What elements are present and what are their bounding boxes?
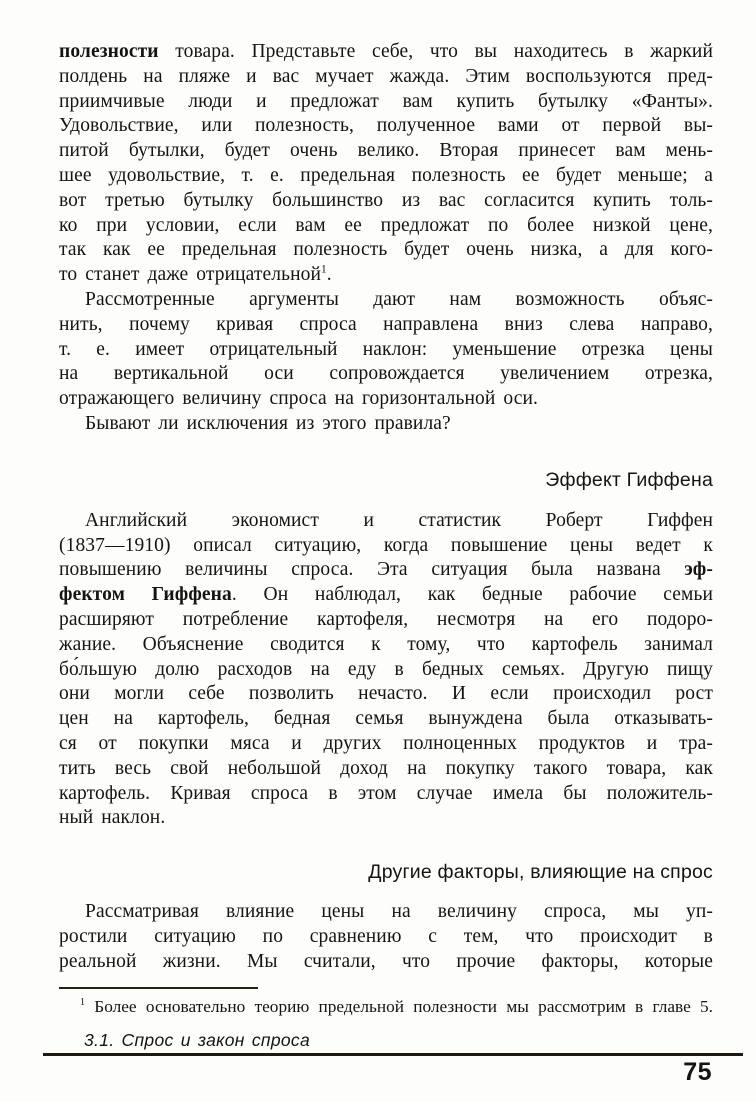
text-line: питой бутылки, будет очень велико. Вторая принесет вам мень- [59, 140, 713, 162]
text-column [59, 40, 713, 975]
heading-other-factors: Другие факторы, влияющие на спрос [368, 861, 713, 884]
text-line: вот третью бутылку большинство из вас согласится купить толь- [59, 189, 713, 211]
footnote-reference: 1 [321, 263, 327, 276]
text-line: цен на картофель, бедная семья вынуждена была отказывать- [59, 708, 713, 730]
text-line: на вертикальной оси сопровождается увеличением отрезка, [59, 363, 713, 385]
para-demand-slope [59, 288, 713, 412]
heading-giffen-effect: Эффект Гиффена [545, 468, 713, 491]
footnote-separator [59, 987, 258, 989]
text-line: так как ее предельная полезность будет очень низка, а для кого- [59, 239, 713, 261]
text-line: приимчивые люди и предложат вам купить бутылку «Фанты». [59, 90, 713, 112]
text-line: отражающего величину спроса на горизонтальной оси. [59, 388, 538, 410]
text-line: ный наклон. [59, 807, 166, 829]
footnote-text: Более основательно теорию предельной полезности мы рассмотрим в главе 5. [85, 997, 713, 1016]
text-line: ся от покупки мяса и других полноценных продуктов и тра- [59, 732, 713, 754]
text-line: шее удовольствие, т. е. предельная полезность ее будет меньше; а [59, 164, 713, 186]
text-line: Удовольствие, или полезность, полученное вами от первой вы- [59, 115, 713, 137]
text-line: повышению величины спроса. Эта ситуация была названа эф- [59, 559, 713, 581]
footnote-marker: 1 [80, 997, 86, 1009]
text-line: реальной жизни. Мы считали, что прочие факторы, которые [59, 950, 713, 972]
text-line: полезности товара. Представьте себе, что вы находитесь в жаркий [59, 41, 713, 62]
text-line: Рассматривая влияние цены на величину спроса, мы уп- [85, 901, 713, 923]
text-line: ко при условии, если вам ее предложат по более низкой цене, [59, 214, 713, 236]
para-other-factors [59, 900, 713, 974]
page-number: 75 [683, 1058, 712, 1086]
footer-rule [43, 1053, 743, 1056]
section-footer-title: 3.1. Спрос и закон спроса [84, 1030, 310, 1050]
text-line: они могли себе позволить нечасто. И если происходил рост [59, 683, 713, 705]
text-line: то станет даже отрицательной$^1$. [59, 263, 332, 286]
text-line: Бывают ли исключения из этого правила? [85, 412, 451, 434]
text-line: Рассмотренные аргументы дают нам возможность объяс- [85, 288, 713, 310]
para-question [59, 412, 713, 437]
text-line: (1837—1910) описал ситуацию, когда повышение цены ведет к [59, 534, 713, 556]
text-line: т. е. имеет отрицательный наклон: уменьшение отрезка цены [59, 338, 713, 360]
footnote [59, 996, 713, 1018]
para-giffen [59, 509, 713, 831]
text-line: тить весь свой небольшой доход на покупку такого товара, как [59, 757, 713, 779]
text-line: жание. Объяснение сводится к тому, что картофель занимал [59, 633, 713, 655]
para-marginal-utility [59, 40, 713, 288]
text-line: Английский экономист и статистик Роберт Гиффен [85, 509, 713, 531]
text-line: фектом Гиффена. Он наблюдал, как бедные рабочие семьи [59, 584, 713, 606]
text-line: бо́льшую долю расходов на еду в бедных семьях. Другую пищу [59, 658, 713, 680]
text-line: ростили ситуацию по сравнению с тем, что происходит в [59, 925, 713, 947]
text-line: нить, почему кривая спроса направлена вниз слева направо, [59, 313, 713, 335]
text-line: расширяют потребление картофеля, несмотря на его подоро- [59, 608, 713, 630]
text-line: полдень на пляже и вас мучает жажда. Этим воспользуются пред- [59, 65, 713, 87]
text-line: картофель. Кривая спроса в этом случае имела бы положитель- [59, 782, 713, 804]
